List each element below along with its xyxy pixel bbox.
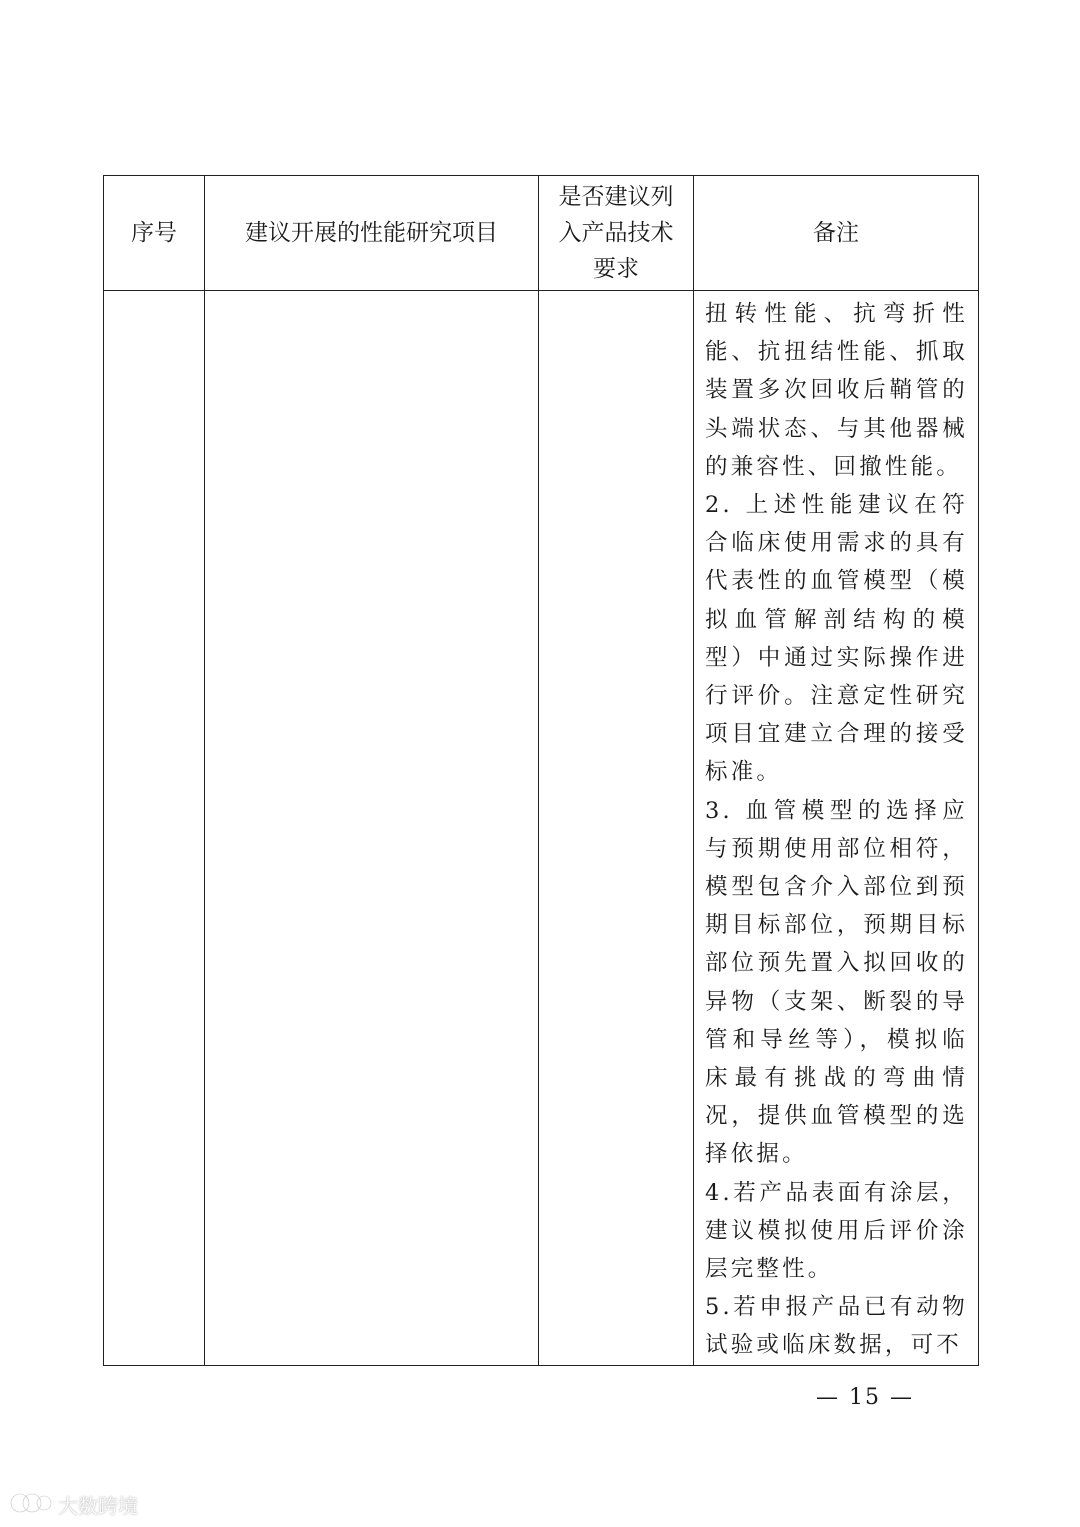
cell-serial <box>104 291 205 1366</box>
table-row <box>104 291 979 1366</box>
header-serial: 序号 <box>104 176 205 291</box>
remarks-paragraph: 5.若申报产品已有动物试验或临床数据，可不 <box>705 1294 968 1359</box>
page-number: — 15 — <box>816 1385 914 1410</box>
header-study-item: 建议开展的性能研究项目 <box>205 176 539 291</box>
cell-remarks <box>694 291 979 1366</box>
watermark <box>8 1490 138 1519</box>
header-remarks: 备注 <box>694 176 979 291</box>
performance-study-table <box>103 175 979 1366</box>
remarks-paragraph: 3. 血管模型的选择应与预期使用部位相符，模型包含介入部位到预期目标部位，预期目标部位预先置入拟回收的异物（支架、断裂的导管和导丝等），模拟临床最有挑战的弯曲情况，提供血管模型的选择依据。 <box>705 797 968 1168</box>
remarks-text <box>705 295 968 1365</box>
header-requirement <box>539 176 694 291</box>
remarks-paragraph: 2. 上述性能建议在符合临床使用需求的具有代表性的血管模型（模拟血管解剖结构的模型）中通过实际操作进行评价。注意定性研究项目宜建立合理的接受标准。 <box>705 492 968 786</box>
table-header-row <box>104 176 979 291</box>
header-requirement-label: 是否建议列入产品技术要求 <box>558 184 674 282</box>
cell-requirement <box>539 291 694 1366</box>
remarks-paragraph: 扭转性能、抗弯折性能、抗扭结性能、抓取装置多次回收后鞘管的头端状态、与其他器械的兼容性、回撤性能。 <box>705 301 968 480</box>
logo-icon <box>8 1491 54 1519</box>
cell-study-item <box>205 291 539 1366</box>
watermark-text: 大数跨境 <box>58 1494 138 1518</box>
remarks-paragraph: 4.若产品表面有涂层，建议模拟使用后评价涂层完整性。 <box>705 1179 968 1283</box>
